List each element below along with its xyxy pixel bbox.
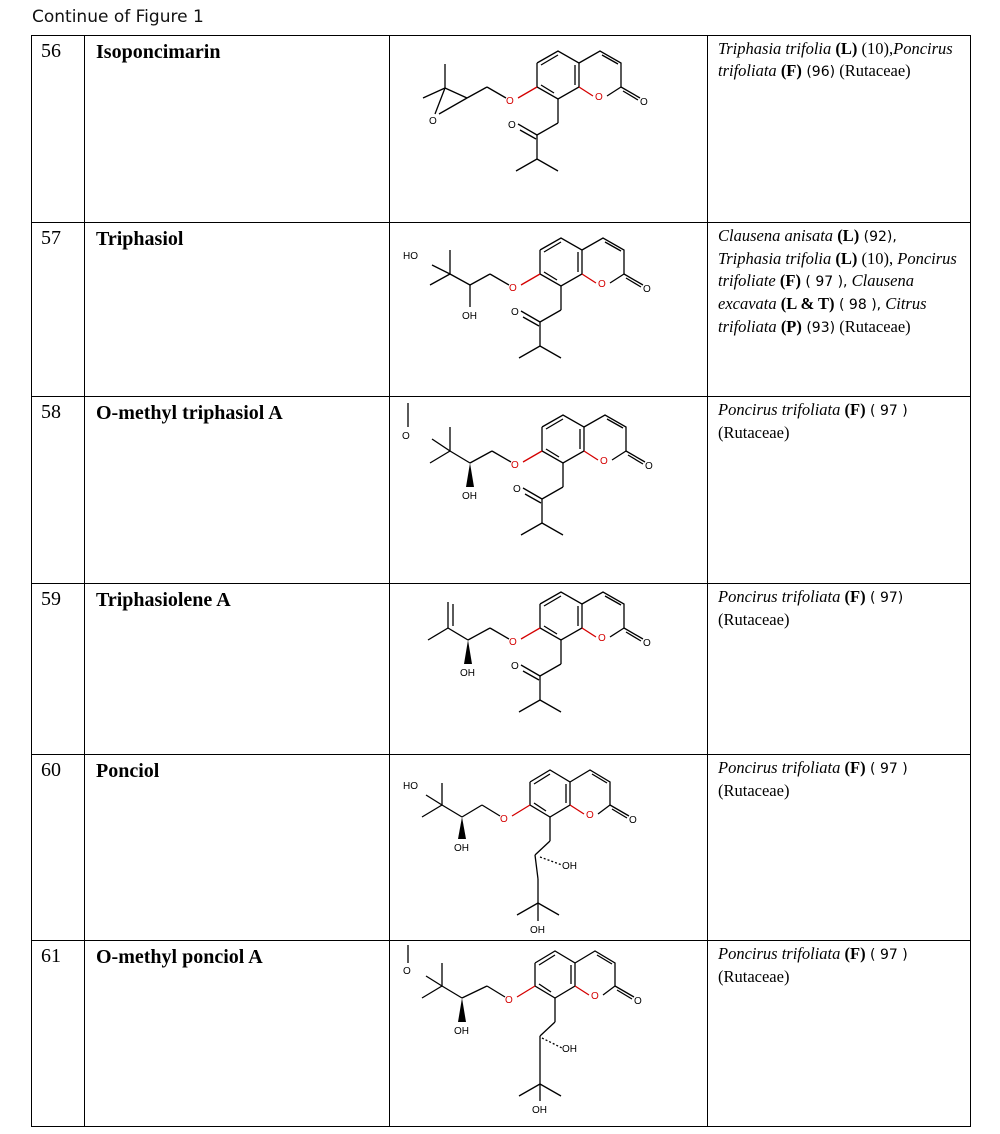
svg-text:O: O bbox=[640, 97, 648, 108]
chemical-structure bbox=[390, 223, 707, 396]
svg-text:OH: OH bbox=[462, 491, 477, 502]
compound-number: 58 bbox=[32, 397, 85, 584]
svg-text:O: O bbox=[595, 92, 603, 103]
svg-text:OH: OH bbox=[562, 861, 577, 872]
svg-text:O: O bbox=[598, 279, 606, 290]
source-text: (10), bbox=[857, 249, 898, 268]
source-text: (10), bbox=[857, 39, 894, 58]
svg-text:OH: OH bbox=[454, 1026, 469, 1037]
source-species bbox=[708, 755, 971, 941]
plant-part: (F) bbox=[779, 271, 801, 290]
svg-text:OH: OH bbox=[460, 668, 475, 679]
svg-text:HO: HO bbox=[403, 251, 418, 262]
compound-name: Isoponcimarin bbox=[85, 36, 390, 223]
plant-part: (L) bbox=[835, 39, 858, 58]
svg-text:OH: OH bbox=[454, 843, 469, 854]
chemical-structure bbox=[390, 941, 707, 1126]
compound-number: 60 bbox=[32, 755, 85, 941]
structure-cell bbox=[390, 36, 708, 223]
table-row bbox=[32, 397, 971, 584]
source-species bbox=[708, 584, 971, 755]
svg-text:O: O bbox=[506, 96, 514, 107]
svg-text:O: O bbox=[645, 461, 653, 472]
compound-name: Triphasiol bbox=[85, 223, 390, 397]
svg-text:O: O bbox=[500, 814, 508, 825]
plant-part: (L & T) bbox=[780, 294, 835, 313]
svg-text:HO: HO bbox=[403, 781, 418, 792]
svg-text:O: O bbox=[509, 283, 517, 294]
species-name: Citrus trifoliata bbox=[718, 294, 927, 336]
structure-cell bbox=[390, 584, 708, 755]
source-text: (Rutaceae) bbox=[718, 967, 790, 986]
compound-table bbox=[31, 35, 971, 1127]
table-row bbox=[32, 755, 971, 941]
structure-cell bbox=[390, 223, 708, 397]
svg-text:OH: OH bbox=[532, 1105, 547, 1116]
svg-text:O: O bbox=[634, 996, 642, 1007]
structure-cell bbox=[390, 755, 708, 941]
compound-number: 56 bbox=[32, 36, 85, 223]
source-text: (Rutaceae) bbox=[718, 781, 790, 800]
chemical-structure bbox=[390, 397, 707, 583]
svg-text:OH: OH bbox=[562, 1044, 577, 1055]
reference-number: (93) bbox=[801, 320, 836, 336]
svg-text:O: O bbox=[511, 661, 519, 672]
compound-number: 57 bbox=[32, 223, 85, 397]
chemical-structure bbox=[390, 755, 707, 940]
reference-number: ( 97 ) bbox=[865, 403, 908, 419]
source-species bbox=[708, 36, 971, 223]
reference-number: ( 98 ), bbox=[834, 297, 882, 313]
compound-name: Ponciol bbox=[85, 755, 390, 941]
reference-number: ( 97) bbox=[865, 590, 904, 606]
svg-text:O: O bbox=[511, 460, 519, 471]
svg-text:O: O bbox=[402, 431, 410, 442]
table-row bbox=[32, 36, 971, 223]
svg-text:O: O bbox=[509, 637, 517, 648]
plant-part: (F) bbox=[844, 758, 866, 777]
svg-text:O: O bbox=[643, 284, 651, 295]
svg-text:O: O bbox=[600, 456, 608, 467]
source-species bbox=[708, 941, 971, 1127]
svg-text:O: O bbox=[429, 116, 437, 127]
plant-part: (P) bbox=[780, 317, 802, 336]
table-row bbox=[32, 584, 971, 755]
table-row bbox=[32, 941, 971, 1127]
species-name: Poncirus trifoliata bbox=[718, 400, 841, 419]
species-name: Poncirus trifoliata bbox=[718, 39, 953, 80]
svg-text:O: O bbox=[403, 966, 411, 977]
compound-name: Triphasiolene A bbox=[85, 584, 390, 755]
svg-text:O: O bbox=[511, 307, 519, 318]
svg-text:O: O bbox=[591, 991, 599, 1002]
figure-caption: Continue of Figure 1 bbox=[32, 7, 204, 27]
structure-cell bbox=[390, 397, 708, 584]
plant-part: (L) bbox=[837, 226, 860, 245]
species-name: Clausena anisata bbox=[718, 226, 834, 245]
plant-part: (F) bbox=[844, 944, 866, 963]
svg-text:O: O bbox=[643, 638, 651, 649]
compound-name: O-methyl triphasiol A bbox=[85, 397, 390, 584]
reference-number: (92), bbox=[859, 229, 897, 245]
svg-text:OH: OH bbox=[462, 311, 477, 322]
reference-number: ( 97 ) bbox=[865, 761, 908, 777]
structure-cell bbox=[390, 941, 708, 1127]
chemical-structure bbox=[390, 36, 707, 222]
svg-text:O: O bbox=[586, 810, 594, 821]
svg-text:OH: OH bbox=[530, 925, 545, 936]
source-text: (Rutaceae) bbox=[835, 317, 911, 336]
source-text: (Rutaceae) bbox=[835, 61, 911, 80]
svg-text:O: O bbox=[508, 120, 516, 131]
plant-part: (F) bbox=[844, 400, 866, 419]
reference-number: ( 97 ) bbox=[865, 947, 908, 963]
plant-part: (F) bbox=[780, 61, 802, 80]
reference-number: (96) bbox=[801, 64, 836, 80]
species-name: Triphasia trifolia bbox=[718, 39, 832, 58]
table-row bbox=[32, 223, 971, 397]
source-text: (Rutaceae) bbox=[718, 610, 790, 629]
chemical-structure bbox=[390, 584, 707, 754]
svg-text:O: O bbox=[598, 633, 606, 644]
compound-name: O-methyl ponciol A bbox=[85, 941, 390, 1127]
svg-text:O: O bbox=[629, 815, 637, 826]
species-name: Poncirus trifoliata bbox=[718, 587, 841, 606]
reference-number: ( 97 ), bbox=[800, 274, 848, 290]
svg-text:O: O bbox=[505, 995, 513, 1006]
plant-part: (L) bbox=[835, 249, 858, 268]
species-name: Clausena excavata bbox=[718, 271, 914, 313]
svg-text:O: O bbox=[513, 484, 521, 495]
compound-number: 59 bbox=[32, 584, 85, 755]
source-text: (Rutaceae) bbox=[718, 423, 790, 442]
source-species bbox=[708, 223, 971, 397]
compound-number: 61 bbox=[32, 941, 85, 1127]
plant-part: (F) bbox=[844, 587, 866, 606]
species-name: Poncirus trifoliata bbox=[718, 944, 841, 963]
species-name: Triphasia trifolia bbox=[718, 249, 832, 268]
source-species bbox=[708, 397, 971, 584]
species-name: Poncirus trifoliata bbox=[718, 758, 841, 777]
species-name: Poncirus trifoliate bbox=[718, 249, 957, 290]
